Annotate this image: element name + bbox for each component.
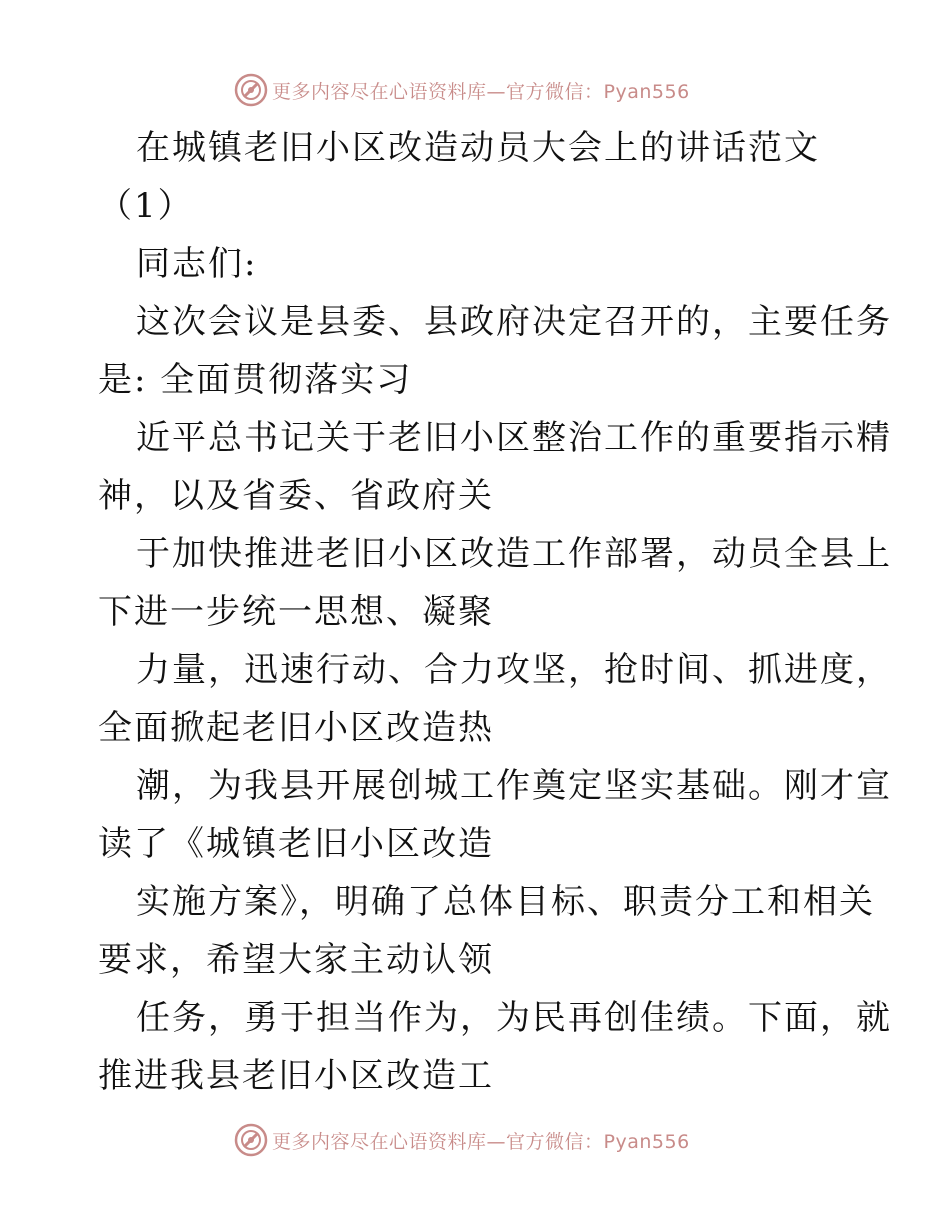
body-line: 读了《城镇老旧小区改造 [98,824,494,864]
body-line: 力量，迅速行动、合力攻坚，抢时间、抓进度， [136,650,892,690]
watermark-text: 更多内容尽在心语资料库—官方微信：Pyan556 [272,1130,690,1153]
body-line: 实施方案》，明确了总体目标、职责分工和相关 [136,882,875,922]
body-line: 是: 全面贯彻落实习 [98,360,413,400]
body-line: 于加快推进老旧小区改造工作部署，动员全县上 [136,534,892,574]
watermark-text: 更多内容尽在心语资料库—官方微信：Pyan556 [272,80,690,103]
body-line: 这次会议是县委、县政府决定召开的，主要任务 [136,302,892,342]
flower-seal-logo-icon [234,73,268,107]
flower-seal-logo-icon [234,1123,268,1157]
body-line: 要求，希望大家主动认领 [98,940,494,980]
salutation: 同志们: [136,244,258,284]
doc-title: 在城镇老旧小区改造动员大会上的讲话范文 [136,128,820,168]
body-line: 潮，为我县开展创城工作奠定坚实基础。刚才宣 [136,766,892,806]
body-line: 推进我县老旧小区改造工 [98,1056,494,1096]
footer-watermark [234,1120,690,1160]
body-line: 全面掀起老旧小区改造热 [98,708,494,748]
body-line: 任务，勇于担当作为，为民再创佳绩。下面，就 [136,998,892,1038]
body-line: 神，以及省委、省政府关 [98,476,494,516]
body-line: 近平总书记关于老旧小区整治工作的重要指示精 [136,418,892,458]
header-watermark [234,70,690,110]
body-line: 下进一步统一思想、凝聚 [98,592,494,632]
doc-title-number: （1） [98,186,194,226]
